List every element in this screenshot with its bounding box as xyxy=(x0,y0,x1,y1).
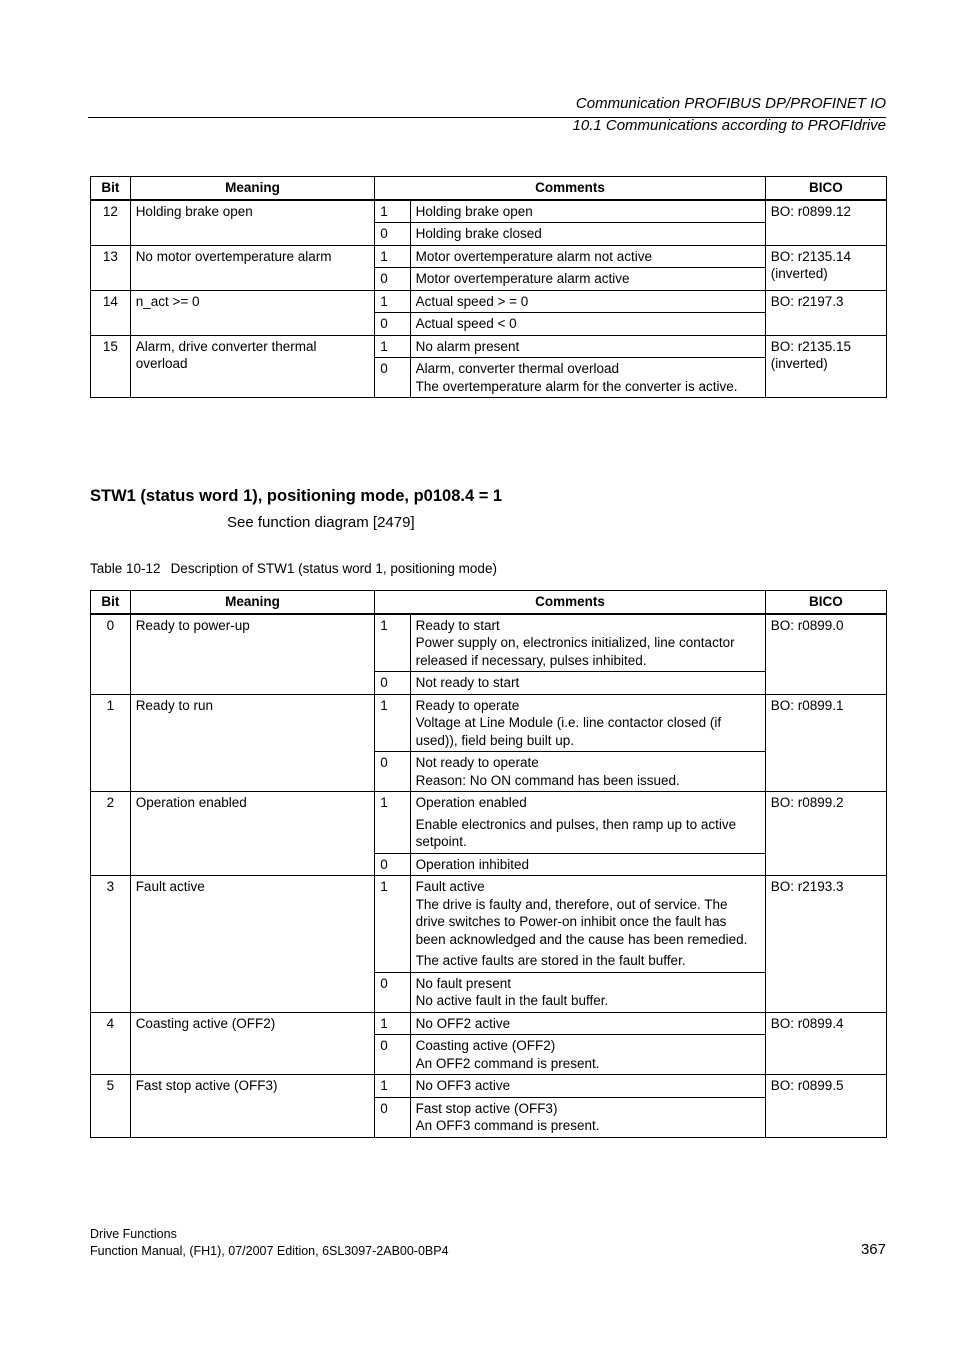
value-zero: 0 xyxy=(375,853,410,876)
comment-value-one xyxy=(410,694,765,752)
comment-value-one xyxy=(410,792,765,854)
table-row xyxy=(91,245,887,268)
value-one: 1 xyxy=(375,290,410,313)
column-header-bit: Bit xyxy=(91,591,131,614)
table-caption-number: Table 10-12 xyxy=(90,561,161,576)
table-body xyxy=(91,614,887,1138)
column-header-meaning: Meaning xyxy=(130,591,375,614)
column-header-bit: Bit xyxy=(91,177,131,200)
comment-value-one xyxy=(410,876,765,973)
comment-text: Motor overtemperature alarm not active xyxy=(415,248,653,264)
value-one: 1 xyxy=(375,614,410,672)
value-zero: 0 xyxy=(375,1035,410,1075)
value-one: 1 xyxy=(375,245,410,268)
table-header-row xyxy=(91,591,887,614)
bit-number: 0 xyxy=(91,614,131,695)
comment-value-zero: No fault present No active fault in the fault buffer. xyxy=(410,972,765,1012)
bit-meaning: Ready to power-up xyxy=(130,614,375,695)
bit-meaning: Holding brake open xyxy=(130,200,375,246)
bit-meaning: Operation enabled xyxy=(130,792,375,876)
comment-text: Fault active The drive is faulty and, therefore, out of service. The drive switches to Power-on inhibit once the fault has been acknowledged and the cause has been remedied. xyxy=(415,879,748,947)
comment-text: Ready to operate Voltage at Line Module (i.e. line contactor closed (if used)), field being built up. xyxy=(415,697,722,748)
bit-number: 13 xyxy=(91,245,131,290)
bit-number: 5 xyxy=(91,1075,131,1138)
value-one: 1 xyxy=(375,792,410,854)
table-row xyxy=(91,1012,887,1035)
value-one: 1 xyxy=(375,1075,410,1098)
comment-value-one xyxy=(410,1012,765,1035)
column-header-bico: BICO xyxy=(765,591,886,614)
bit-meaning: Fault active xyxy=(130,876,375,1013)
column-header-comments: Comments xyxy=(375,177,765,200)
comment-text: Actual speed > = 0 xyxy=(415,293,529,309)
running-header-chapter: Communication PROFIBUS DP/PROFINET IO xyxy=(575,95,886,112)
comment-text: Holding brake open xyxy=(415,203,533,219)
comment-value-zero: Operation inhibited xyxy=(410,853,765,876)
bico-parameter: BO: r2193.3 xyxy=(765,876,886,1013)
value-zero: 0 xyxy=(375,313,410,336)
comment-extra-text: Enable electronics and pulses, then ramp up to active setpoint. xyxy=(415,816,737,849)
table-row xyxy=(91,876,887,973)
table-body xyxy=(91,200,887,398)
comment-value-one xyxy=(410,1075,765,1098)
comment-text: No OFF2 active xyxy=(415,1015,511,1031)
bit-meaning: n_act >= 0 xyxy=(130,290,375,335)
value-one: 1 xyxy=(375,335,410,358)
bit-number: 12 xyxy=(91,200,131,246)
bico-parameter: BO: r0899.5 xyxy=(765,1075,886,1138)
value-one: 1 xyxy=(375,200,410,223)
value-zero: 0 xyxy=(375,223,410,246)
bico-parameter: BO: r0899.4 xyxy=(765,1012,886,1075)
bit-number: 15 xyxy=(91,335,131,398)
bit-number: 2 xyxy=(91,792,131,876)
section-title: STW1 (status word 1), positioning mode, p0108.4 = 1 xyxy=(90,487,503,505)
comment-value-zero: Alarm, converter thermal overload The overtemperature alarm for the converter is active. xyxy=(410,358,765,398)
column-header-comments: Comments xyxy=(375,591,765,614)
bit-number: 1 xyxy=(91,694,131,792)
stw1-positioning-table xyxy=(90,590,887,1138)
comment-value-zero: Not ready to operate Reason: No ON command has been issued. xyxy=(410,752,765,792)
bit-meaning: No motor overtemperature alarm xyxy=(130,245,375,290)
bico-parameter: BO: r0899.1 xyxy=(765,694,886,792)
comment-value-one xyxy=(410,290,765,313)
bit-number: 14 xyxy=(91,290,131,335)
bit-meaning: Alarm, drive converter thermal overload xyxy=(130,335,375,398)
value-one: 1 xyxy=(375,694,410,752)
comment-value-one xyxy=(410,614,765,672)
table-row xyxy=(91,290,887,313)
bit-meaning: Ready to run xyxy=(130,694,375,792)
table-row xyxy=(91,1075,887,1098)
value-zero: 0 xyxy=(375,752,410,792)
status-bits-table-continued xyxy=(90,176,887,398)
table-header-row xyxy=(91,177,887,200)
column-header-bico: BICO xyxy=(765,177,886,200)
bit-meaning: Fast stop active (OFF3) xyxy=(130,1075,375,1138)
running-header-section: 10.1 Communications according to PROFIdrive xyxy=(572,117,886,134)
footer-title: Drive Functions xyxy=(90,1227,177,1241)
comment-value-zero: Coasting active (OFF2) An OFF2 command is present. xyxy=(410,1035,765,1075)
bico-parameter: BO: r2135.14 (inverted) xyxy=(765,245,886,290)
comment-value-zero: Motor overtemperature alarm active xyxy=(410,268,765,291)
function-diagram-reference: See function diagram [2479] xyxy=(227,514,415,531)
bico-parameter: BO: r0899.2 xyxy=(765,792,886,876)
table-row xyxy=(91,614,887,672)
footer-edition: Function Manual, (FH1), 07/2007 Edition, 6SL3097-2AB00-0BP4 xyxy=(90,1244,449,1258)
comment-value-one xyxy=(410,335,765,358)
comment-value-one xyxy=(410,245,765,268)
table-row xyxy=(91,335,887,358)
value-zero: 0 xyxy=(375,1097,410,1137)
comment-value-zero: Actual speed < 0 xyxy=(410,313,765,336)
value-one: 1 xyxy=(375,1012,410,1035)
column-header-meaning: Meaning xyxy=(130,177,375,200)
comment-value-zero: Fast stop active (OFF3) An OFF3 command is present. xyxy=(410,1097,765,1137)
page-number: 367 xyxy=(860,1241,886,1258)
table-row xyxy=(91,200,887,223)
comment-extra-text: The active faults are stored in the fault buffer. xyxy=(415,953,686,968)
table-caption-text: Description of STW1 (status word 1, positioning mode) xyxy=(170,561,497,576)
value-zero: 0 xyxy=(375,972,410,1012)
table-caption xyxy=(90,561,507,576)
comment-value-one xyxy=(410,200,765,223)
bit-number: 4 xyxy=(91,1012,131,1075)
table-row xyxy=(91,792,887,854)
comment-text: Operation enabled xyxy=(415,795,527,810)
comment-text: Ready to start Power supply on, electronics initialized, line contactor released if necessary, pulses inhibited. xyxy=(415,617,735,668)
table-row xyxy=(91,694,887,752)
bico-parameter: BO: r0899.12 xyxy=(765,200,886,246)
value-zero: 0 xyxy=(375,268,410,291)
bit-meaning: Coasting active (OFF2) xyxy=(130,1012,375,1075)
value-one: 1 xyxy=(375,876,410,973)
bico-parameter: BO: r2197.3 xyxy=(765,290,886,335)
bico-parameter: BO: r2135.15 (inverted) xyxy=(765,335,886,398)
comment-text: No alarm present xyxy=(415,338,520,354)
comment-value-zero: Not ready to start xyxy=(410,672,765,695)
bit-number: 3 xyxy=(91,876,131,1013)
comment-text: No OFF3 active xyxy=(415,1078,511,1093)
bico-parameter: BO: r0899.0 xyxy=(765,614,886,695)
value-zero: 0 xyxy=(375,672,410,695)
value-zero: 0 xyxy=(375,358,410,398)
comment-value-zero: Holding brake closed xyxy=(410,223,765,246)
